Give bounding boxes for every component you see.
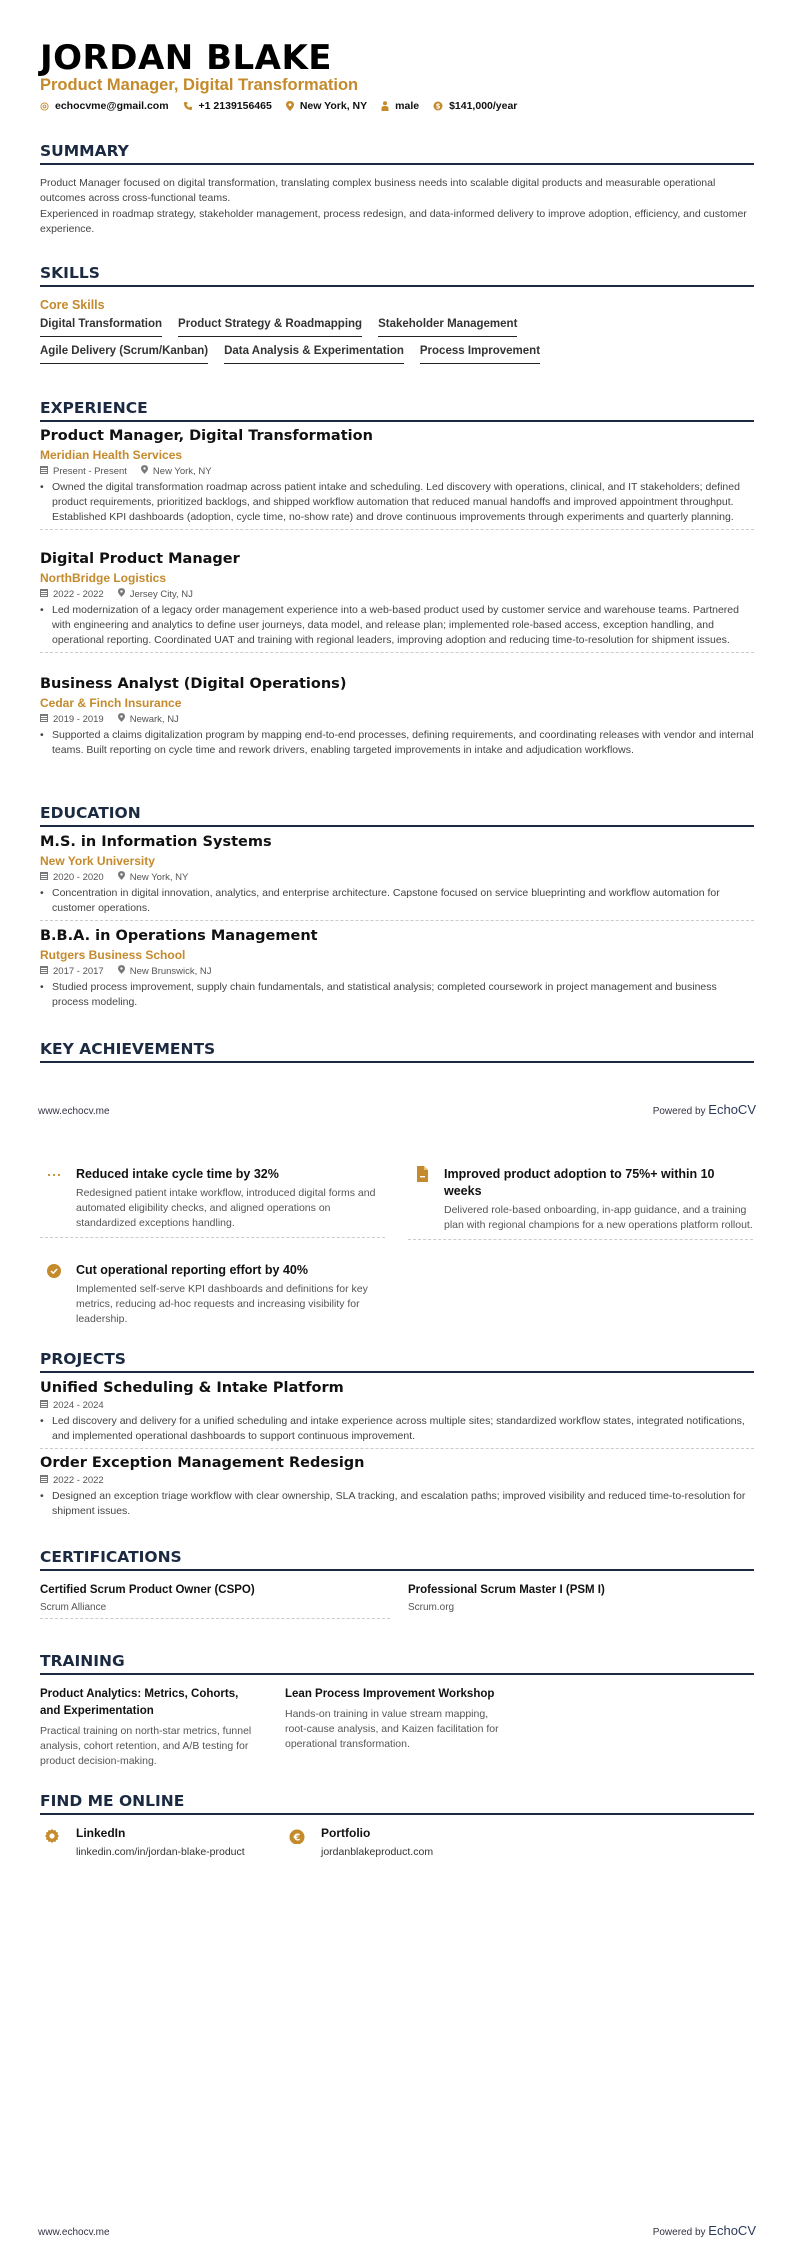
- date-range: 2022 - 2022: [53, 1474, 104, 1486]
- skill-tag: Stakeholder Management: [378, 318, 517, 337]
- footer-site-link[interactable]: www.echocv.me: [38, 1106, 110, 1117]
- calendar-icon: [40, 871, 48, 883]
- section-title-achievements: KEY ACHIEVEMENTS: [40, 1040, 754, 1063]
- svg-text:€: €: [293, 1832, 301, 1844]
- divider: [408, 1239, 753, 1240]
- achievement-title: Reduced intake cycle time by 32%: [76, 1167, 279, 1181]
- footer-site-link[interactable]: www.echocv.me: [38, 2227, 110, 2238]
- section-title-summary: SUMMARY: [40, 142, 754, 165]
- skill-tag: Process Improvement: [420, 345, 540, 364]
- bullet-text: Studied process improvement, supply chain fundamentals, and statistical analysis; completed coursework in project management and business process modeling.: [52, 981, 717, 1008]
- calendar-icon: [40, 713, 48, 725]
- education-entry: [40, 834, 754, 921]
- date-range: 2019 - 2019: [53, 713, 104, 725]
- summary-paragraph: Product Manager focused on digital transformation, translating complex business needs into scalable digital products and measurable operational outcomes across cross-functional teams.: [40, 177, 716, 204]
- brand-logo-text: EchoCV: [708, 2223, 756, 2238]
- brand-logo-text: EchoCV: [708, 1102, 756, 1117]
- entry-meta: [40, 588, 754, 600]
- job-title: Business Analyst (Digital Operations): [40, 676, 347, 692]
- calendar-icon: [40, 588, 48, 600]
- skill-tag: Data Analysis & Experimentation: [224, 345, 404, 364]
- summary-paragraph: Experienced in roadmap strategy, stakeholder management, process redesign, and data-informed delivery to improve adoption, efficiency, and customer experience.: [40, 208, 747, 235]
- date-range: 2022 - 2022: [53, 588, 104, 600]
- bullet-item: • Designed an exception triage workflow with clear ownership, SLA tracking, and escalation paths; improved visibility and reduced time-to-resolution for shipment issues.: [40, 1489, 754, 1519]
- entry-meta: [40, 1474, 754, 1486]
- certification-item: [408, 1584, 758, 1618]
- skills-row: [40, 318, 517, 337]
- project-name: Unified Scheduling & Intake Platform: [40, 1380, 344, 1396]
- divider: [40, 1448, 754, 1449]
- divider: [40, 529, 754, 530]
- calendar-icon: [40, 465, 48, 477]
- section-title-online: FIND ME ONLINE: [40, 1792, 754, 1815]
- training-desc: Practical training on north-star metrics, funnel analysis, cohort retention, and A/B testing for product decision-making.: [40, 1725, 252, 1767]
- achievement-card: [40, 1262, 385, 1327]
- achievement-title: Cut operational reporting effort by 40%: [76, 1263, 308, 1277]
- divider: [40, 920, 754, 921]
- euro-circle-icon: [289, 1828, 305, 1844]
- company-name: Meridian Health Services: [40, 448, 183, 462]
- headline: Product Manager, Digital Transformation: [40, 76, 359, 94]
- online-label: LinkedIn: [76, 1826, 126, 1840]
- experience-entry: [40, 551, 754, 653]
- document-icon: [414, 1166, 430, 1182]
- map-pin-icon: [118, 871, 125, 883]
- achievement-desc: Redesigned patient intake workflow, introduced digital forms and automated eligibility checks, and aligned operations on standardized exceptions handling.: [76, 1187, 376, 1229]
- achievement-card: [408, 1166, 753, 1240]
- gender-text: male: [395, 100, 420, 112]
- degree-title: B.B.A. in Operations Management: [40, 928, 318, 944]
- contact-bar: [40, 100, 517, 112]
- project-name: Order Exception Management Redesign: [40, 1455, 365, 1471]
- date-range: 2020 - 2020: [53, 871, 104, 883]
- bullet-text: Supported a claims digitalization program by mapping end-to-end processes, defining requirements, and coordinating releases with vendor and internal teams. Built reporting on cycle time and rework drivers, enabling targeted improvements in intake and adjudication workflows.: [52, 729, 754, 756]
- contact-phone[interactable]: [183, 100, 272, 112]
- skill-tag: Agile Delivery (Scrum/Kanban): [40, 345, 208, 364]
- project-entry: [40, 1455, 754, 1519]
- contact-email[interactable]: [40, 100, 169, 112]
- achievement-card: [40, 1166, 385, 1238]
- date-range: 2024 - 2024: [53, 1399, 104, 1411]
- entry-meta: [40, 871, 754, 883]
- location: New York, NY: [129, 871, 189, 883]
- section-title-certifications: CERTIFICATIONS: [40, 1548, 754, 1571]
- training-item: [40, 1686, 260, 1769]
- location: Jersey City, NJ: [129, 588, 193, 600]
- bullet-item: • Studied process improvement, supply chain fundamentals, and statistical analysis; completed coursework in project management and business process modeling.: [40, 980, 754, 1010]
- calendar-icon: [40, 1474, 48, 1486]
- certification-name: Professional Scrum Master I (PSM I): [408, 1584, 605, 1596]
- section-title-skills: SKILLS: [40, 264, 754, 287]
- salary-text: $141,000/year: [449, 100, 518, 112]
- certification-issuer: Scrum.org: [408, 1602, 455, 1613]
- bullet-item: • Concentration in digital innovation, analytics, and enterprise architecture. Capstone focused on service blueprinting and workflow automation for customer operations.: [40, 886, 754, 916]
- online-url[interactable]: linkedin.com/in/jordan-blake-product: [76, 1846, 245, 1858]
- achievement-title: Improved product adoption to 75%+ within 10 weeks: [444, 1167, 715, 1198]
- bullet-text: Designed an exception triage workflow with clear ownership, SLA tracking, and escalation paths; improved visibility and reduced time-to-resolution for shipment issues.: [52, 1490, 746, 1517]
- training-title: Product Analytics: Metrics, Cohorts, and Experimentation: [40, 1688, 239, 1717]
- date-range: Present - Present: [53, 465, 127, 477]
- at-icon: [40, 102, 49, 111]
- online-link-linkedin[interactable]: [40, 1826, 245, 1858]
- certification-item: [40, 1584, 390, 1619]
- location: Newark, NJ: [129, 713, 179, 725]
- contact-location: [286, 100, 367, 112]
- skills-row: [40, 345, 540, 364]
- education-entry: [40, 928, 754, 1010]
- calendar-icon: [40, 1399, 48, 1411]
- bullet-text: Concentration in digital innovation, analytics, and enterprise architecture. Capstone focused on service blueprinting and workflow automation for customer operations.: [52, 887, 720, 914]
- location-text: New York, NY: [299, 100, 368, 112]
- section-title-experience: EXPERIENCE: [40, 399, 754, 422]
- company-name: NorthBridge Logistics: [40, 571, 167, 585]
- bullet-text: Owned the digital transformation roadmap across patient intake and scheduling. Led discovery with operations, clinical, and IT stakeholders; defined product requirements, prioritized backlogs, and shipped workflow automation that reduced manual handoffs and improved appointment throughput. Established KPI dashboards (adoption, cycle time, no-show rate) and drove continuous improvements through experiments and quarterly planning.: [52, 481, 740, 523]
- certification-name: Certified Scrum Product Owner (CSPO): [40, 1584, 255, 1596]
- powered-by-label: Powered by: [652, 2227, 709, 2238]
- entry-meta: [40, 1399, 754, 1411]
- calendar-icon: [40, 965, 48, 977]
- school-name: Rutgers Business School: [40, 948, 186, 962]
- bullet-item: • Led discovery and delivery for a unified scheduling and intake experience across multiple sites; standardized workflow states, integrated notifications, and implemented operational dashboards to support continuous improvement.: [40, 1414, 754, 1444]
- training-title: Lean Process Improvement Workshop: [285, 1688, 495, 1700]
- skill-tag: Digital Transformation: [40, 318, 162, 337]
- coin-icon: [433, 101, 443, 111]
- contact-gender: [381, 100, 419, 112]
- phone-text: +1 2139156465: [198, 100, 272, 112]
- map-pin-icon: [141, 465, 148, 477]
- certification-issuer: Scrum Alliance: [40, 1602, 390, 1619]
- ellipsis-icon: [46, 1166, 62, 1182]
- candidate-name: JORDAN BLAKE: [40, 38, 333, 78]
- divider: [40, 1237, 385, 1238]
- email-text: echocvme@gmail.com: [55, 100, 169, 112]
- bullet-text: Led discovery and delivery for a unified scheduling and intake experience across multiple sites; standardized workflow states, integrated notifications, and implemented operational dashboards to support continuous improvement.: [52, 1415, 745, 1442]
- achievement-desc: Implemented self-serve KPI dashboards and definitions for key metrics, reducing ad-hoc requests and increasing visibility for leadership.: [76, 1283, 368, 1325]
- bullet-item: • Led modernization of a legacy order management experience into a web-based product used by customer service and warehouse teams. Partnered with engineering and analytics to define user journeys, data model, and release plan; implemented role-based access, exception handling, and operational reporting. Coordinated UAT and training with regional leaders, improving adoption and reducing time-to-resolution for shipment issues.: [40, 603, 754, 648]
- map-pin-icon: [118, 713, 125, 725]
- skill-tag: Product Strategy & Roadmapping: [178, 318, 362, 337]
- gear-icon: [44, 1828, 60, 1844]
- bullet-item: • Supported a claims digitalization program by mapping end-to-end processes, defining requirements, and coordinating releases with vendor and internal teams. Built reporting on cycle time and rework drivers, enabling targeted improvements in intake and adjudication workflows.: [40, 729, 754, 756]
- project-entry: [40, 1380, 754, 1449]
- section-title-training: TRAINING: [40, 1652, 754, 1675]
- experience-entry: [40, 428, 754, 530]
- skills-group-title: Core Skills: [40, 298, 105, 312]
- achievement-desc: Delivered role-based onboarding, in-app guidance, and a training plan with regional champions for a new operations platform rollout.: [444, 1204, 753, 1231]
- entry-meta: [40, 713, 754, 725]
- map-pin-icon: [118, 588, 125, 600]
- online-url[interactable]: jordanblakeproduct.com: [321, 1846, 434, 1858]
- online-link-portfolio[interactable]: [285, 1826, 433, 1858]
- entry-meta: [40, 465, 754, 477]
- bullet-text: Led modernization of a legacy order management experience into a web-based product used by customer service and warehouse teams. Partnered with engineering and analytics to define user journeys, data model, and release plan; implemented role-based access, exception handling, and operational reporting. Coordinated UAT and training with regional leaders, improving adoption and reducing time-to-resolution for shipment issues.: [52, 604, 739, 646]
- experience-entry: [40, 676, 754, 758]
- phone-icon: [183, 101, 193, 111]
- section-title-projects: PROJECTS: [40, 1350, 754, 1373]
- online-label: Portfolio: [321, 1826, 371, 1840]
- degree-title: M.S. in Information Systems: [40, 834, 272, 850]
- training-item: [285, 1686, 505, 1752]
- svg-text:$: $: [435, 102, 441, 111]
- powered-by-label: Powered by: [652, 1106, 709, 1117]
- map-pin-icon: [286, 101, 294, 111]
- job-title: Digital Product Manager: [40, 551, 240, 567]
- footer-powered-by[interactable]: [653, 2223, 756, 2238]
- training-desc: Hands-on training in value stream mapping, root-cause analysis, and Kaizen facilitation for operational transformation.: [285, 1708, 499, 1750]
- location: New Brunswick, NJ: [129, 965, 212, 977]
- school-name: New York University: [40, 854, 155, 868]
- section-title-education: EDUCATION: [40, 804, 754, 827]
- company-name: Cedar & Finch Insurance: [40, 696, 182, 710]
- map-pin-icon: [118, 965, 125, 977]
- person-icon: [381, 101, 389, 111]
- footer-powered-by[interactable]: [653, 1102, 756, 1117]
- summary-body: [40, 176, 754, 237]
- job-title: Product Manager, Digital Transformation: [40, 428, 373, 444]
- contact-salary: [433, 100, 517, 112]
- location: New York, NY: [152, 465, 212, 477]
- divider: [40, 652, 754, 653]
- bullet-item: • Owned the digital transformation roadmap across patient intake and scheduling. Led discovery with operations, clinical, and IT stakeholders; defined product requirements, prioritized backlogs, and shipped workflow automation that reduced manual handoffs and improved appointment throughput. Established KPI dashboards (adoption, cycle time, no-show rate) and drove continuous improvements through experiments and quarterly planning.: [40, 480, 754, 525]
- date-range: 2017 - 2017: [53, 965, 104, 977]
- entry-meta: [40, 965, 754, 977]
- check-circle-icon: [46, 1262, 62, 1278]
